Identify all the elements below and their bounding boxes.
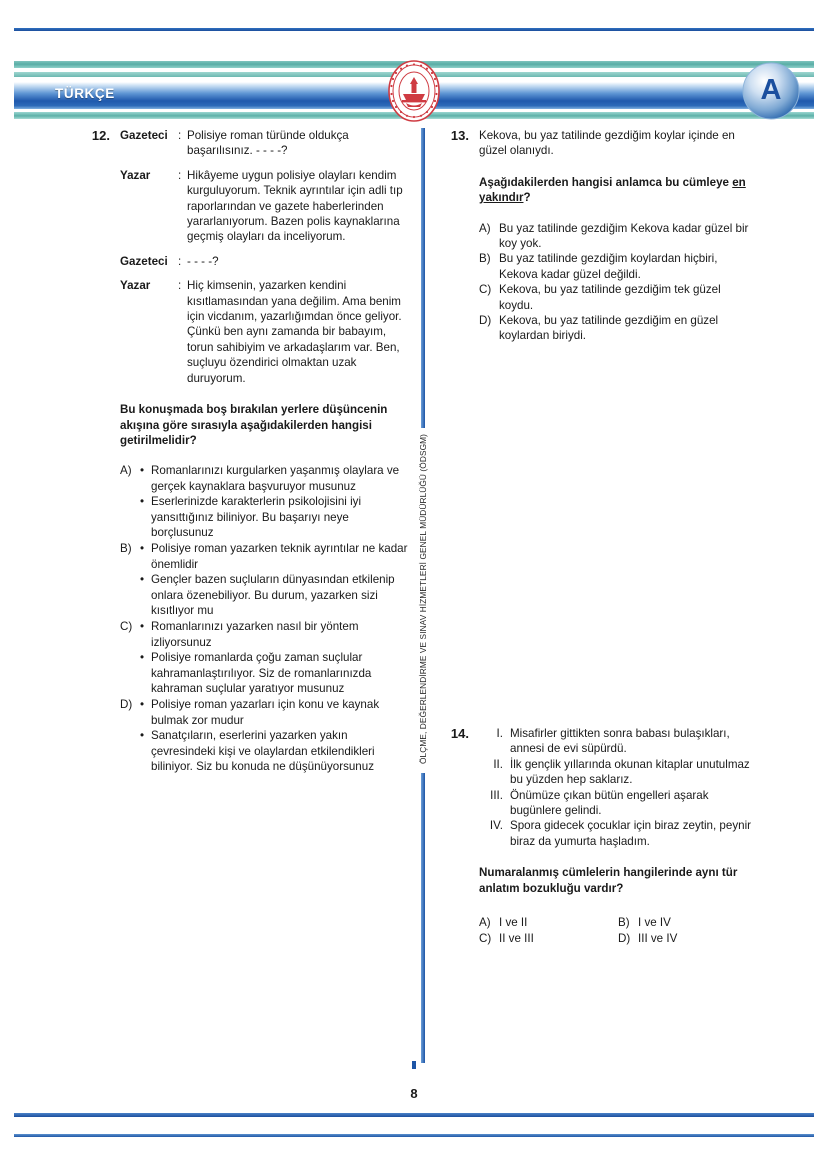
bullet-item [140,541,408,572]
bullet-text: Polisiye roman yazarları için konu ve kaynak bulmak zor mudur [151,698,380,727]
question-12-stem: Bu konuşmada boş bırakılan yerlere düşüncenin akışına göre sırasıyla aşağıdakilerden hangisi getirilmelidir? [120,403,388,447]
question-13-stem [479,175,757,206]
option-d-letter: D) [618,932,631,946]
option-d-text: III ve IV [638,932,678,946]
option-c-letter: C) [479,932,492,946]
option-a-text: I ve II [499,915,528,929]
question-12-number: 12. [91,128,110,143]
option-a-text: Bu yaz tatilinde gezdiğim Kekova kadar güzel bir koy yok. [499,221,749,251]
option-b-letter: B) [479,252,491,266]
option-a-letter: A) [479,915,491,929]
bullet-dot-icon: • [140,651,145,665]
ministry-seal-icon [387,60,441,122]
subject-title: TÜRKÇE [55,86,115,101]
numbered-sentence-text: Önümüze çıkan bütün engelleri aşarak bugünlere gelindi. [510,788,709,817]
question-12 [78,128,408,774]
option-b[interactable] [120,541,408,618]
bullet-item [140,728,408,774]
bullet-item [140,619,408,650]
option-b[interactable] [618,915,757,930]
bullet-item [140,494,408,540]
divider-bar-top [421,128,425,428]
numbered-sentence-text: Spora gidecek çocuklar için biraz zeytin, peynir biraz da yumurta haşladım. [510,819,752,848]
right-column [437,128,757,947]
bullet-dot-icon: • [140,495,145,509]
dialogue-speaker: Yazar [120,168,151,182]
question-13 [437,128,757,344]
page-content [0,128,828,1079]
dialogue-line [120,128,408,159]
dialogue-line [120,254,408,269]
numbered-sentence-numeral: IV. [489,819,503,833]
numbered-sentence-numeral: II. [493,757,503,771]
option-a-letter: A) [479,221,491,235]
option-c[interactable] [479,931,618,946]
bullet-dot-icon: • [140,464,145,478]
bullet-dot-icon: • [140,573,145,587]
bullet-text: Polisiye romanlarda çoğu zaman suçlular kahramanlaştırılıyor. Siz de romanlarınızda kahraman suçlular yaratıyor musunuz [151,651,372,695]
footer-divider-tick [412,1061,416,1069]
top-border-rule [14,28,814,31]
option-d-bullets [140,697,408,774]
bullet-item [140,572,408,618]
divider-bar-bottom [421,773,425,1063]
option-c-letter: C) [120,620,133,634]
question-13-stem-pre: Aşağıdakilerden hangisi anlamca bu cümleye [479,175,733,189]
option-a[interactable] [479,915,618,930]
question-13-body [479,128,757,344]
column-divider [418,128,428,1063]
dialogue-line [120,168,408,245]
dialogue-text: Hiç kimsenin, yazarken kendini kısıtlamasından yana değilim. Ama benim için vicdanım, yazarlığımdan önce geliyor. Çünkü ben aynı zamanda bir babayım, torun sahibiyim ve arkadaşlarım var. Ben, suçluyu özendirici olmaktan uzak duruyorum. [187,279,402,385]
numbered-sentence-numeral: I. [496,726,503,740]
bullet-item [140,463,408,494]
numbered-sentence-text: İlk gençlik yıllarında okunan kitaplar unutulmaz bu yüzden hep saklarız. [510,757,750,787]
question-13-options [479,221,757,344]
bullet-dot-icon: • [140,729,145,743]
booklet-letter: A [760,73,782,106]
dialogue-colon: : [178,254,182,268]
question-14-number: 14. [450,725,469,741]
question-12-options [120,463,408,774]
dialogue-colon: : [178,168,182,182]
bullet-text: Sanatçıların, eserlerini yazarken yakın çevresindeki kişi ve olaylardan etkilendikleri biliniyor. Siz bu konuda ne düşünüyorsunuz [151,729,375,774]
dialogue-colon: : [178,129,182,142]
option-c[interactable] [479,282,757,313]
option-b-letter: B) [120,542,132,556]
dialogue-speaker: Gazeteci [120,129,168,142]
option-d-letter: D) [479,314,492,328]
question-13-stem-post: ? [523,191,531,205]
option-b-bullets [140,541,408,618]
question-13-passage: Kekova, bu yaz tatilinde gezdiğim koylar içinde en güzel olanıydı. [479,129,735,158]
dialogue-text: - - - -? [187,254,219,268]
numbered-sentence [479,726,757,757]
option-c-text: II ve III [499,932,534,946]
agency-vertical-text: ÖLÇME, DEĞERLENDİRME VE SINAV HİZMETLERİ GENEL MÜDÜRLÜĞÜ (ÖDSGM) [418,433,428,765]
bullet-dot-icon: • [140,542,145,556]
bottom-border-rule [14,1113,814,1117]
numbered-sentence-numeral: III. [490,788,503,802]
option-c[interactable] [120,619,408,696]
option-b-letter: B) [618,915,630,929]
question-14-body [479,726,757,947]
question-13-stem-underlined: en yakındır [479,175,746,205]
numbered-sentence [479,757,757,788]
numbered-sentence [479,818,757,849]
dialogue-line [120,278,408,386]
option-a-bullets [140,463,408,540]
booklet-type-badge [742,62,800,120]
question-13-number: 13. [450,128,469,143]
question-14-options [479,915,757,947]
option-a[interactable] [479,221,757,252]
agency-vertical-label [417,424,429,774]
option-a[interactable] [120,463,408,540]
option-d[interactable] [618,931,757,946]
dialogue-text: Polisiye roman türünde oldukça başarılısınız. - - - -? [187,129,349,158]
bullet-text: Eserlerinizde karakterlerin psikolojisini iyi yansıttığınız biliniyor. Bu başarıyı neye borçlusunuz [151,495,362,539]
left-column [78,128,408,775]
numbered-sentence-text: Misafirler gittikten sonra babası bulaşıkları, annesi de evi süpürdü. [510,726,730,756]
option-b[interactable] [479,251,757,282]
dialogue-text: Hikâyeme uygun polisiye olayları kendim kurguluyorum. Teknik ayrıntılar için adli tıp raporlarından ve gazete haberlerinden yararlanıyorum. Bazen polis kaynaklarına geçmiş olayları da inceliyorum. [187,168,403,244]
page-number: 8 [410,1086,418,1101]
dialogue-colon: : [178,279,182,293]
option-c-text: Kekova, bu yaz tatilinde gezdiğim tek güzel koydu. [499,283,721,312]
question-12-body [120,128,408,774]
option-b-text: Bu yaz tatilinde gezdiğim koylardan hiçbiri, Kekova kadar güzel değildi. [499,252,718,281]
option-d-text: Kekova, bu yaz tatilinde gezdiğim en güzel koylardan biriydi. [499,314,719,343]
question-14-stem: Numaralanmış cümlelerin hangilerinde aynı tür anlatım bozukluğu vardır? [479,866,738,895]
option-b-text: I ve IV [638,915,671,929]
bullet-text: Romanlarınızı kurgularken yaşanmış olaylara ve gerçek kaynaklara başvuruyor musunuz [151,464,400,493]
bottom-border-rule-secondary [14,1134,814,1137]
numbered-sentence [479,788,757,819]
bullet-item [140,697,408,728]
bullet-dot-icon: • [140,698,145,712]
bullet-text: Polisiye roman yazarken teknik ayrıntılar ne kadar önemlidir [151,542,408,571]
bullet-dot-icon: • [140,620,145,634]
option-a-letter: A) [120,464,132,478]
option-d-letter: D) [120,698,133,712]
option-c-bullets [140,619,408,696]
dialogue-speaker: Gazeteci [120,254,168,268]
bullet-text: Gençler bazen suçluların dünyasından etkilenip onlara özenebiliyor. Bu durum, yazarken sizi kısıtlıyor mu [151,573,395,617]
bullet-text: Romanlarınızı yazarken nasıl bir yöntem izliyorsunuz [151,620,359,649]
question-14 [437,726,757,947]
dialogue-speaker: Yazar [120,279,151,293]
option-d[interactable] [120,697,408,774]
option-c-letter: C) [479,283,492,297]
bullet-item [140,650,408,696]
option-d[interactable] [479,313,757,344]
